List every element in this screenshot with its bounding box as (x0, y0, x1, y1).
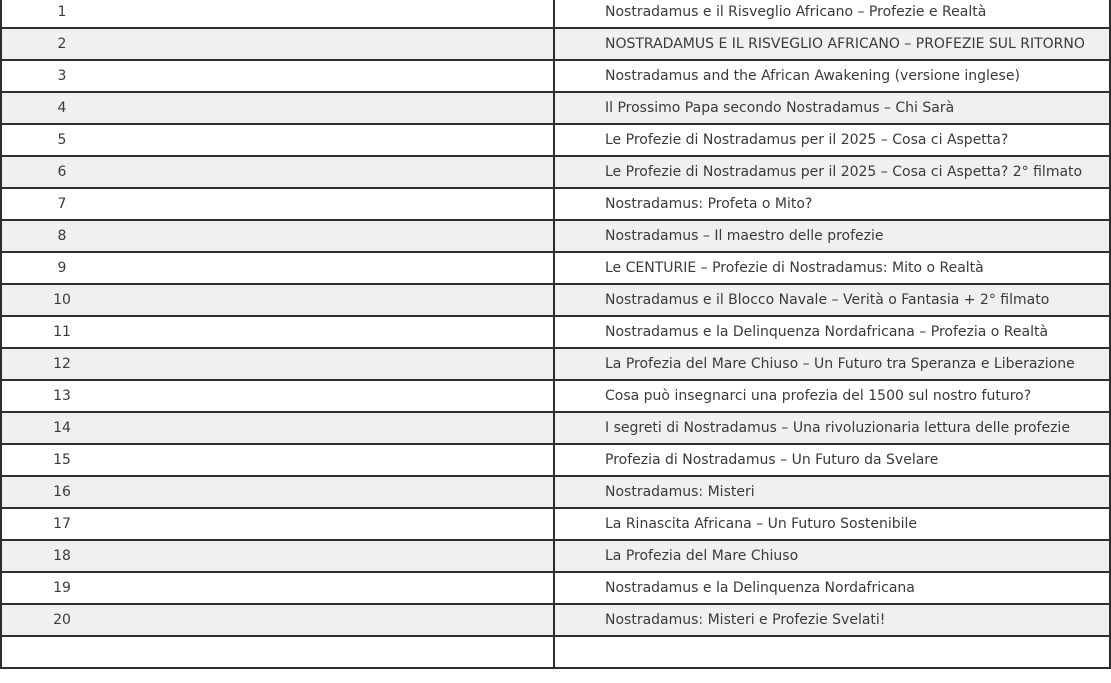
row-title-cell (555, 413, 1109, 443)
table-row-partial[interactable] (2, 637, 1109, 669)
row-title-cell (555, 29, 1109, 59)
row-number-cell (2, 125, 555, 155)
row-title-cell (555, 61, 1109, 91)
row-number-cell (2, 253, 555, 283)
video-title: La Profezia del Mare Chiuso (605, 548, 799, 564)
table-row[interactable] (2, 61, 1109, 93)
row-title-cell (555, 125, 1109, 155)
video-title: Le Profezie di Nostradamus per il 2025 – Cosa ci Aspetta? (605, 132, 1009, 148)
row-number: 14 (53, 420, 71, 436)
row-number-cell (2, 637, 555, 667)
video-title: Profezia di Nostradamus – Un Futuro da Svelare (605, 452, 939, 468)
table-row[interactable] (2, 29, 1109, 61)
row-number: 9 (57, 260, 67, 276)
row-number: 17 (53, 516, 71, 532)
row-number-cell (2, 445, 555, 475)
video-title: Nostradamus: Misteri (605, 484, 755, 500)
video-title: Nostradamus e la Delinquenza Nordafricana – Profezia o Realtà (605, 324, 1049, 340)
row-title-cell (555, 541, 1109, 571)
row-number-cell (2, 605, 555, 635)
row-title-cell (555, 157, 1109, 187)
row-number: 13 (53, 388, 71, 404)
row-title-cell (555, 349, 1109, 379)
video-title: I segreti di Nostradamus – Una rivoluzionaria lettura delle profezie (605, 420, 1070, 436)
row-number-cell (2, 381, 555, 411)
table-row[interactable] (2, 0, 1109, 29)
video-title: NOSTRADAMUS E IL RISVEGLIO AFRICANO – PROFEZIE SUL RITORNO (605, 36, 1085, 52)
row-number: 18 (53, 548, 71, 564)
row-number-cell (2, 189, 555, 219)
row-number: 2 (57, 36, 67, 52)
titles-table-body (2, 0, 1109, 669)
video-title: Nostradamus and the African Awakening (versione inglese) (605, 68, 1020, 84)
row-number-cell (2, 509, 555, 539)
row-title-cell (555, 605, 1109, 635)
video-title: Nostradamus e il Risveglio Africano – Profezie e Realtà (605, 4, 987, 20)
row-number: 3 (57, 68, 67, 84)
row-number: 7 (57, 196, 67, 212)
table-row[interactable] (2, 509, 1109, 541)
row-number: 15 (53, 452, 71, 468)
row-title-cell (555, 0, 1109, 27)
table-row[interactable] (2, 573, 1109, 605)
video-title: Nostradamus: Misteri e Profezie Svelati! (605, 612, 886, 628)
row-title-cell (555, 285, 1109, 315)
row-number-cell (2, 317, 555, 347)
row-number-cell (2, 349, 555, 379)
row-number: 4 (57, 100, 67, 116)
row-number: 16 (53, 484, 71, 500)
row-title-cell (555, 253, 1109, 283)
row-title-cell (555, 637, 1109, 667)
video-title: La Rinascita Africana – Un Futuro Sostenibile (605, 516, 918, 532)
table-row[interactable] (2, 349, 1109, 381)
row-title-cell (555, 189, 1109, 219)
video-title: Il Prossimo Papa secondo Nostradamus – Chi Sarà (605, 100, 955, 116)
table-row[interactable] (2, 445, 1109, 477)
row-number: 11 (53, 324, 71, 340)
video-title: Nostradamus – Il maestro delle profezie (605, 228, 884, 244)
row-number-cell (2, 285, 555, 315)
row-number-cell (2, 541, 555, 571)
table-row[interactable] (2, 285, 1109, 317)
row-number: 20 (53, 612, 71, 628)
row-title-cell (555, 573, 1109, 603)
row-number-cell (2, 61, 555, 91)
table-row[interactable] (2, 93, 1109, 125)
table-row[interactable] (2, 317, 1109, 349)
row-number-cell (2, 0, 555, 27)
table-row[interactable] (2, 221, 1109, 253)
row-number: 6 (57, 164, 67, 180)
row-title-cell (555, 381, 1109, 411)
row-number: 19 (53, 580, 71, 596)
row-number-cell (2, 221, 555, 251)
row-number-cell (2, 413, 555, 443)
table-row[interactable] (2, 125, 1109, 157)
row-number-cell (2, 573, 555, 603)
row-number: 1 (57, 4, 67, 20)
video-title: Nostradamus: Profeta o Mito? (605, 196, 813, 212)
video-title: Le Profezie di Nostradamus per il 2025 – Cosa ci Aspetta? 2° filmato (605, 164, 1083, 180)
row-number: 8 (57, 228, 67, 244)
table-row[interactable] (2, 189, 1109, 221)
video-title: Nostradamus e il Blocco Navale – Verità o Fantasia + 2° filmato (605, 292, 1050, 308)
row-number: 5 (57, 132, 67, 148)
table-row[interactable] (2, 477, 1109, 509)
row-number-cell (2, 477, 555, 507)
table-row[interactable] (2, 381, 1109, 413)
table-row[interactable] (2, 253, 1109, 285)
row-title-cell (555, 477, 1109, 507)
video-title: Cosa può insegnarci una profezia del 1500 sul nostro futuro? (605, 388, 1032, 404)
row-title-cell (555, 445, 1109, 475)
video-title: Le CENTURIE – Profezie di Nostradamus: Mito o Realtà (605, 260, 984, 276)
row-number: 12 (53, 356, 71, 372)
video-title: Nostradamus e la Delinquenza Nordafricana (605, 580, 915, 596)
row-title-cell (555, 509, 1109, 539)
table-row[interactable] (2, 157, 1109, 189)
table-row[interactable] (2, 413, 1109, 445)
row-number-cell (2, 29, 555, 59)
row-title-cell (555, 93, 1109, 123)
video-title: La Profezia del Mare Chiuso – Un Futuro tra Speranza e Liberazione (605, 356, 1075, 372)
table-row[interactable] (2, 605, 1109, 637)
row-number-cell (2, 157, 555, 187)
table-row[interactable] (2, 541, 1109, 573)
row-number-cell (2, 93, 555, 123)
row-number: 10 (53, 292, 71, 308)
row-title-cell (555, 221, 1109, 251)
row-title-cell (555, 317, 1109, 347)
